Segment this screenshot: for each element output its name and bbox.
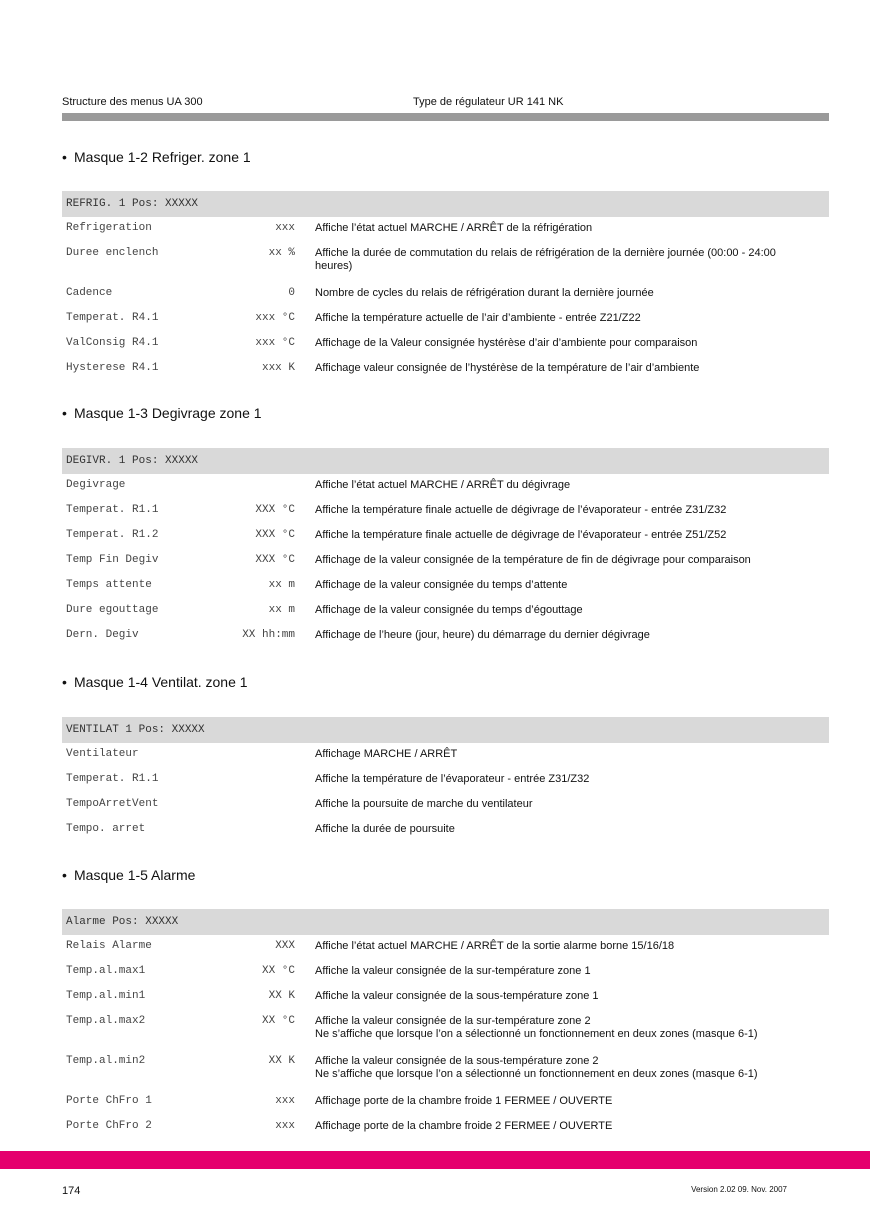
row-value: XX °C — [261, 965, 295, 977]
row-description: Affichage de l’heure (jour, heure) du démarrage du dernier dégivrage — [315, 629, 650, 641]
table-row — [62, 549, 829, 574]
row-label: Temp.al.min2 — [66, 1055, 146, 1067]
row-label: Hysterese R4.1 — [66, 362, 159, 374]
row-label: Ventilateur — [66, 748, 139, 760]
row-value: XXX °C — [255, 504, 295, 516]
row-label: Temp.al.min1 — [66, 990, 146, 1002]
table-row — [62, 768, 829, 793]
row-label: Porte ChFro 1 — [66, 1095, 152, 1107]
row-description: Affiche la température actuelle de l’air d’ambiente - entrée Z21/Z22 — [315, 312, 641, 324]
row-description: Affiche la valeur consignée de la sur-température zone 1 — [315, 965, 591, 977]
table-row — [62, 524, 829, 549]
row-description: Affichage de la valeur consignée du temps d’égouttage — [315, 604, 583, 616]
row-label: Temp.al.max1 — [66, 965, 146, 977]
row-description: Affiche l’état actuel MARCHE / ARRÊT de la réfrigération — [315, 222, 593, 234]
row-label: Duree enclench — [66, 247, 159, 259]
row-description: Affiche la durée de poursuite — [315, 823, 455, 835]
table-row — [62, 1090, 829, 1115]
row-label: Porte ChFro 2 — [66, 1120, 152, 1132]
row-description: Affiche la poursuite de marche du ventilateur — [315, 798, 533, 810]
header-divider-bar — [62, 113, 829, 121]
version-label: Version 2.02 09. Nov. 2007 — [691, 1185, 787, 1194]
row-description: Affichage porte de la chambre froide 2 FERMEE / OUVERTE — [315, 1120, 613, 1132]
table-row — [62, 242, 829, 282]
row-label: Refrigeration — [66, 222, 152, 234]
mask-header-bar: REFRIG. 1 Pos: XXXXX — [62, 191, 829, 217]
row-description: Affichage de la valeur consignée de la température de fin de dégivrage pour comparaison — [315, 554, 751, 566]
row-label: Dure egouttage — [66, 604, 159, 616]
row-description: Affiche la valeur consignée de la sous-température zone 1 — [315, 990, 599, 1002]
row-label: Cadence — [66, 287, 113, 299]
table-row — [62, 793, 829, 818]
row-value: xxx — [275, 1120, 295, 1132]
row-value: xx m — [268, 604, 295, 616]
row-label: Relais Alarme — [66, 940, 152, 952]
row-value: xxx °C — [255, 337, 295, 349]
row-value: xxx °C — [255, 312, 295, 324]
row-label: Temp Fin Degiv — [66, 554, 159, 566]
row-value: xx % — [268, 247, 295, 259]
row-value: 0 — [288, 287, 295, 299]
row-label: Temp.al.max2 — [66, 1015, 146, 1027]
row-description: Affiche la valeur consignée de la sur-température zone 2 Ne s’affiche que lorsque l’on a sélectionné un fonctionnement en deux zones (masque 6-1) — [315, 1015, 758, 1040]
row-label: Temps attente — [66, 579, 152, 591]
row-value: xxx — [275, 222, 295, 234]
row-label: Temperat. R1.1 — [66, 504, 159, 516]
section-title: • Masque 1-3 Degivrage zone 1 — [62, 405, 262, 421]
bullet-icon: • — [62, 405, 67, 421]
table-row — [62, 474, 829, 499]
table-row — [62, 743, 829, 768]
row-value: xxx — [275, 1095, 295, 1107]
table-row — [62, 1050, 829, 1090]
row-label: Dern. Degiv — [66, 629, 139, 641]
row-label: TempoArretVent — [66, 798, 159, 810]
table-row — [62, 960, 829, 985]
section-title: • Masque 1-4 Ventilat. zone 1 — [62, 674, 248, 690]
mask-header-bar: DEGIVR. 1 Pos: XXXXX — [62, 448, 829, 474]
row-label: Temperat. R1.1 — [66, 773, 159, 785]
mask-header-bar: Alarme Pos: XXXXX — [62, 909, 829, 935]
bullet-icon: • — [62, 149, 67, 165]
table-row — [62, 217, 829, 242]
row-label: Temperat. R1.2 — [66, 529, 159, 541]
row-description: Affiche la température finale actuelle de dégivrage de l’évaporateur - entrée Z31/Z32 — [315, 504, 727, 516]
table-row — [62, 818, 829, 843]
table-row — [62, 935, 829, 960]
table-row — [62, 307, 829, 332]
table-row — [62, 282, 829, 307]
row-description: Affichage de la Valeur consignée hystérèse d’air d’ambiente pour comparaison — [315, 337, 698, 349]
row-value: XXX °C — [255, 529, 295, 541]
row-description: Nombre de cycles du relais de réfrigération durant la dernière journée — [315, 287, 654, 299]
row-value: XX hh:mm — [242, 629, 295, 641]
section-title: • Masque 1-2 Refriger. zone 1 — [62, 149, 251, 165]
row-description: Affiche la durée de commutation du relais de réfrigération de la dernière journée (00:00 - 24:00 heures) — [315, 247, 776, 272]
row-description: Affiche l’état actuel MARCHE / ARRÊT du dégivrage — [315, 479, 571, 491]
row-description: Affichage MARCHE / ARRÊT — [315, 748, 458, 760]
section-masque-1-4 — [62, 673, 829, 843]
table-row — [62, 332, 829, 357]
table-row — [62, 499, 829, 524]
row-label: Tempo. arret — [66, 823, 146, 835]
table-row — [62, 574, 829, 599]
row-value: XX K — [268, 1055, 295, 1067]
table-row — [62, 1115, 829, 1140]
table-row — [62, 357, 829, 382]
table-row — [62, 985, 829, 1010]
table-row — [62, 1010, 829, 1050]
section-masque-1-2 — [62, 148, 829, 382]
row-value: XX K — [268, 990, 295, 1002]
table-row — [62, 624, 829, 649]
footer-accent-bar — [0, 1151, 870, 1169]
row-label: Degivrage — [66, 479, 126, 491]
header-left-title: Structure des menus UA 300 — [62, 96, 203, 108]
row-description: Affiche la température finale actuelle de dégivrage de l’évaporateur - entrée Z51/Z52 — [315, 529, 727, 541]
row-value: XXX °C — [255, 554, 295, 566]
row-description: Affichage valeur consignée de l’hystérèse de la température de l’air d’ambiente — [315, 362, 700, 374]
header-right-title: Type de régulateur UR 141 NK — [413, 96, 564, 108]
bullet-icon: • — [62, 674, 67, 690]
table-row — [62, 599, 829, 624]
row-value: XX °C — [261, 1015, 295, 1027]
section-title: • Masque 1-5 Alarme — [62, 867, 196, 883]
row-value: xx m — [268, 579, 295, 591]
row-description: Affiche la valeur consignée de la sous-température zone 2 Ne s’affiche que lorsque l’on a sélectionné un fonctionnement en deux zones (masque 6-1) — [315, 1055, 758, 1080]
row-label: ValConsig R4.1 — [66, 337, 159, 349]
section-masque-1-5 — [62, 866, 829, 1140]
row-description: Affiche l’état actuel MARCHE / ARRÊT de la sortie alarme borne 15/16/18 — [315, 940, 675, 952]
bullet-icon: • — [62, 867, 67, 883]
row-value: XXX — [275, 940, 295, 952]
row-label: Temperat. R4.1 — [66, 312, 159, 324]
row-description: Affichage porte de la chambre froide 1 FERMEE / OUVERTE — [315, 1095, 613, 1107]
row-value: xxx K — [261, 362, 295, 374]
row-description: Affichage de la valeur consignée du temps d’attente — [315, 579, 568, 591]
page-number: 174 — [62, 1185, 81, 1197]
row-description: Affiche la température de l’évaporateur - entrée Z31/Z32 — [315, 773, 590, 785]
section-masque-1-3 — [62, 404, 829, 649]
mask-header-bar: VENTILAT 1 Pos: XXXXX — [62, 717, 829, 743]
